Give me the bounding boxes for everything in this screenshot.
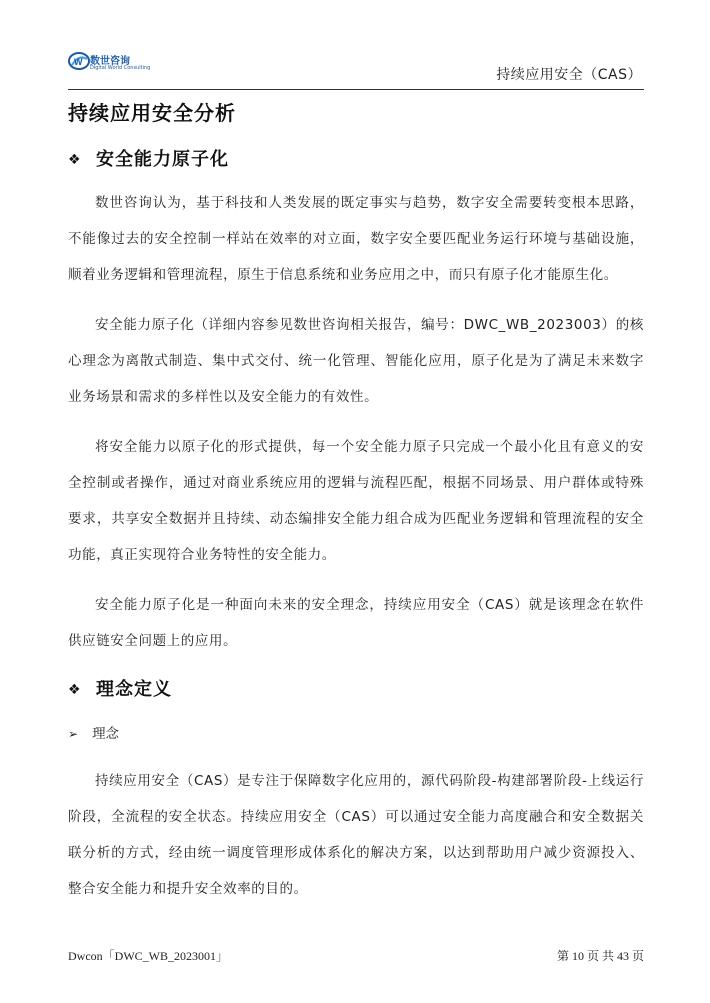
- paragraph: 持续应用安全（CAS）是专注于保障数字化应用的，源代码阶段-构建部署阶段-上线运行阶段，全流程的安全状态。持续应用安全（CAS）可以通过安全能力高度融合和安全数据关联分析的方式，经由统一调度管理形成体系化的解决方案，以达到帮助用户减少资源投入、整合安全能力和提升安全效率的目的。: [68, 773, 644, 897]
- section-title: 理念定义: [96, 679, 172, 700]
- page-header: [68, 40, 644, 90]
- subheading-label: 理念: [92, 726, 120, 742]
- page-heading: 持续应用安全分析: [68, 101, 236, 125]
- paragraph: 数世咨询认为，基于科技和人类发展的既定事实与趋势，数字安全需要转变根本思路，不能像过去的安全控制一样站在效率的对立面，数字安全要匹配业务运行环境与基础设施，顺着业务逻辑和管理流程，原生于信息系统和业务应用之中，而只有原子化才能原生化。: [68, 195, 644, 283]
- arrow-bullet-icon: ➢: [68, 727, 79, 741]
- section-heading-definition: [68, 675, 172, 701]
- diamond-bullet-icon: ❖: [68, 682, 82, 698]
- logo-mark-icon: [68, 50, 90, 72]
- diamond-bullet-icon: ❖: [68, 152, 82, 168]
- paragraph: 将安全能力以原子化的形式提供，每一个安全能力原子只完成一个最小化且有意义的安全控制或者操作，通过对商业系统应用的逻辑与流程匹配，根据不同场景、用户群体或特殊要求，共享安全数据并且持续、动态编排安全能力组合成为匹配业务逻辑和管理流程的安全功能，真正实现符合业务特性的安全能力。: [68, 439, 644, 563]
- header-divider: [68, 89, 644, 90]
- section-title: 安全能力原子化: [96, 149, 229, 170]
- section-heading-atomization: [68, 145, 229, 171]
- subheading-concept: [68, 722, 119, 742]
- logo-text-cn: 数世咨询: [90, 56, 130, 67]
- footer-doc-id: Dwcon「DWC_WB_2023001」: [68, 949, 228, 963]
- paragraph: 安全能力原子化是一种面向未来的安全理念，持续应用安全（CAS）就是该理念在软件供应链安全问题上的应用。: [68, 597, 644, 649]
- logo-text-en: Digital World Consulting: [90, 65, 151, 71]
- footer-page-number: 第 10 页 共 43 页: [556, 949, 644, 963]
- paragraph: 安全能力原子化（详细内容参见数世咨询相关报告，编号：DWC_WB_2023003）的核心理念为离散式制造、集中式交付、统一化管理、智能化应用，原子化是为了满足未来数字业务场景和需求的多样性以及安全能力的有效性。: [68, 317, 644, 405]
- company-logo: [68, 50, 151, 90]
- document-title: 持续应用安全（CAS）: [496, 67, 642, 83]
- svg-text:W: W: [74, 57, 83, 67]
